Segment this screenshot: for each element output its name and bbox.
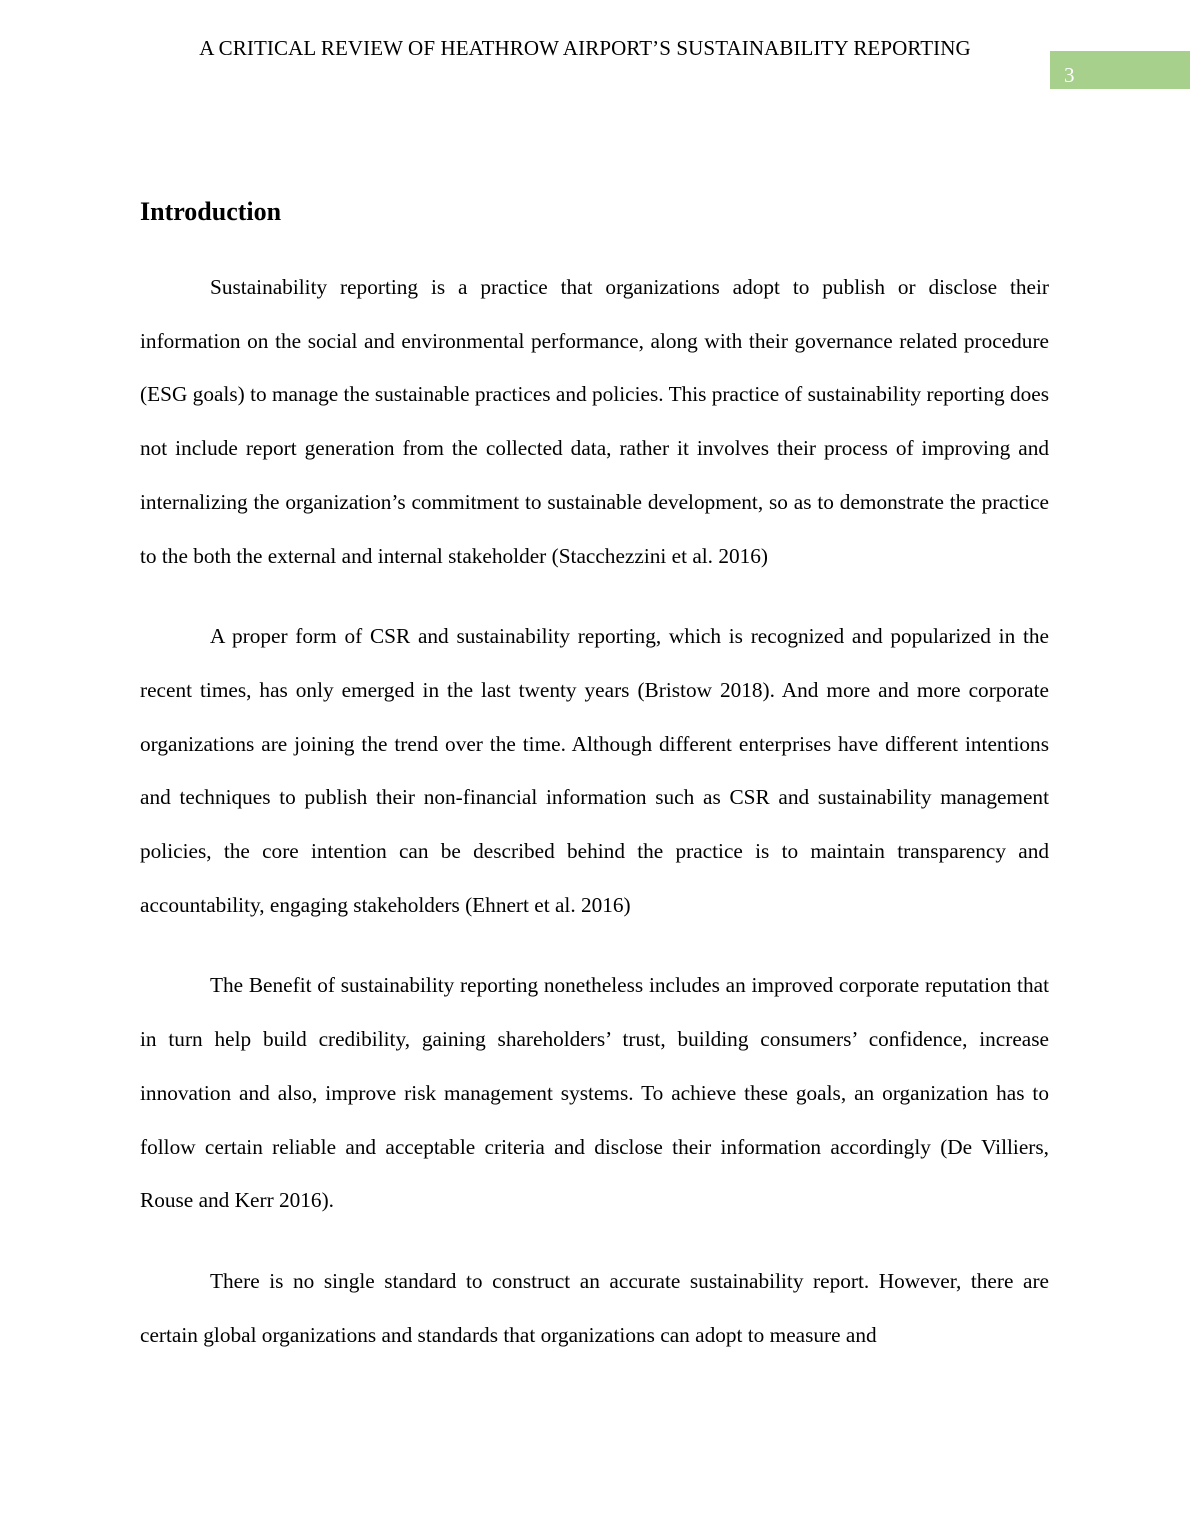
paragraph-2: A proper form of CSR and sustainability reporting, which is recognized and popularized in the recent times, has only emerged in the last twenty years (Bristow 2018). And more and more corporate organizations are joining the trend over the time. Although different enterprises have different intentions and techniques to publish their non-financial information such as CSR and sustainability management policies, the core intention can be described behind the practice is to maintain transparency and accountability, engaging stakeholders (Ehnert et al. 2016) bbox=[140, 624, 1049, 917]
paragraph-3: The Benefit of sustainability reporting nonetheless includes an improved corporate reputation that in turn help build credibility, gaining shareholders’ trust, building consumers’ confidence, increase innovation and also, improve risk management systems. To achieve these goals, an organization has to follow certain reliable and acceptable criteria and disclose their information accordingly (De Villiers, Rouse and Kerr 2016). bbox=[140, 973, 1049, 1213]
paragraph-4: There is no single standard to construct an accurate sustainability report. However, there are certain global organizations and standards that organizations can adopt to measure and bbox=[140, 1268, 1049, 1347]
page-number: 3 bbox=[1064, 63, 1075, 87]
section-heading: Introduction bbox=[140, 197, 282, 226]
document-body bbox=[140, 193, 1049, 1389]
page-number-badge bbox=[1050, 51, 1190, 89]
running-header: A CRITICAL REVIEW OF HEATHROW AIRPORT’S SUSTAINABILITY REPORTING bbox=[199, 36, 971, 60]
paragraph-1: Sustainability reporting is a practice that organizations adopt to publish or disclose their information on the social and environmental performance, along with their governance related procedure (ESG goals) to manage the sustainable practices and policies. This practice of sustainability reporting does not include report generation from the collected data, rather it involves their process of improving and internalizing the organization’s commitment to sustainable development, so as to demonstrate the practice to the both the external and internal stakeholder (Stacchezzini et al. 2016) bbox=[140, 275, 1049, 568]
